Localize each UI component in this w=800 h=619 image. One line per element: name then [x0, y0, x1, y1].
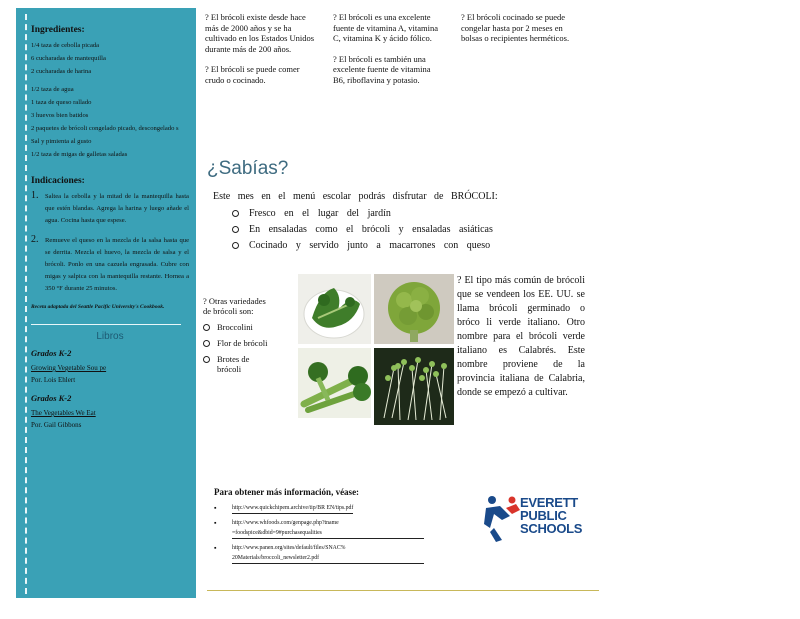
- facts-column-2: [333, 12, 439, 95]
- resource-link-item: [214, 543, 424, 564]
- facts-column-1: [205, 12, 317, 95]
- book-entry: [31, 392, 189, 431]
- menu-item-text: En ensaladas como el brócoli y ensaladas asiáticas: [249, 224, 493, 235]
- circle-bullet-icon: [232, 226, 239, 233]
- ingredient-item: 2 paquetes de brócoli congelado picado, descongelado s: [31, 125, 179, 132]
- step-text: Saltea la cebolla y la mitad de la mantequilla hasta que estén blandas. Agrega la harina y luego añade el agua. Cocina hasta que espese.: [45, 193, 189, 224]
- menu-item: [232, 224, 493, 235]
- ingredient-item: 6 cucharadas de mantequilla: [31, 55, 106, 62]
- logo-line: PUBLIC: [520, 508, 567, 523]
- sidebar-divider: [31, 324, 181, 325]
- variety-text: Brotes de brócoli: [217, 354, 250, 374]
- book-author: Por. Gail Gibbons: [31, 421, 82, 429]
- resource-link-item: [214, 518, 424, 539]
- books-heading: Libros: [96, 331, 124, 342]
- facts-column-3: [461, 12, 571, 54]
- ingredients-heading: Ingredientes:: [31, 25, 85, 35]
- runner-logo-icon: [482, 494, 522, 544]
- variety-text: Broccolini: [217, 322, 253, 332]
- logo-line: SCHOOLS: [520, 521, 583, 536]
- menu-item-text: Cocinado y servido junto a macarrones con queso: [249, 240, 491, 251]
- common-type-text: ? El tipo más común de brócoli que se vendeen los EE. UU. se llama brócoli germinado o bróco li verde italiano. Otro nombre para el brócoli verde italiano es Calabrés. Este nombre proviene de la provincia italiana de Calabria, donde se empezó a cultivar.: [457, 275, 585, 398]
- ingredients-list: [31, 40, 189, 161]
- more-info-section: [214, 487, 424, 568]
- ingredient-item: 1/4 taza de cebolla picada: [31, 42, 100, 49]
- logo-wordmark: [520, 496, 582, 535]
- step-number: 1.: [31, 190, 39, 201]
- resource-link-item: [214, 503, 424, 514]
- circle-bullet-icon: [203, 356, 210, 363]
- footer-rule: [207, 590, 599, 591]
- sidebar-content: [25, 14, 189, 594]
- fact-item: ? El brócoli es una excelente fuente de vitamina A, vitamina C, vitamina K y ácido fólico.: [333, 12, 439, 43]
- book-title: Growing Vegetable Sou pe: [31, 364, 107, 372]
- fact-item: ? El brócoli se puede comer crudo o cocinado.: [205, 64, 300, 85]
- everett-public-schools-logo: [482, 494, 594, 544]
- broccoli-spears-photo: [298, 348, 371, 418]
- fact-item: ? El brócoli existe desde hace más de 2000 años y se ha cultivado en los Estados Unidos durante más de 200 años.: [205, 12, 315, 54]
- resource-links: [214, 503, 424, 564]
- circle-bullet-icon: [203, 324, 210, 331]
- ingredient-item: 3 huevos bien batidos: [31, 112, 89, 119]
- circle-bullet-icon: [203, 340, 210, 347]
- resource-link[interactable]: http://www.panen.org/sites/default/files/SNAC% 20Materials/broccoli_newsletter2.pdf: [232, 543, 424, 564]
- step-number: 2.: [31, 234, 39, 245]
- instruction-step: [31, 191, 189, 227]
- menu-item: [232, 240, 493, 251]
- step-text: Remueve el queso en la mezcla de la salsa hasta que se derrita. Mezcla el huevo, la mezcla de salsa y el brócoli. Ponlo en una cazuela engrasada. Cubre con migas y salpica con la mantequilla restante. Hornea a 350 °F durante 25 minutos.: [45, 237, 189, 292]
- more-info-title: Para obtener más información, véase:: [214, 487, 360, 497]
- varieties-block: [203, 296, 275, 380]
- menu-intro: Este mes en el menú escolar podrás disfrutar de BRÓCOLI:: [213, 191, 498, 202]
- menu-item: [232, 208, 493, 219]
- broccolini-photo: [298, 274, 371, 344]
- book-grade: Grados K-2: [31, 393, 72, 403]
- variety-item: [203, 338, 275, 348]
- book-author: Por. Lois Ehlert: [31, 376, 76, 384]
- instruction-step: [31, 235, 189, 295]
- varieties-heading: ? Otras variedades de brócoli son:: [203, 296, 266, 316]
- broccoflower-photo: [374, 274, 454, 344]
- bullet-icon: ▪: [214, 544, 217, 552]
- menu-list: [232, 208, 493, 256]
- ingredient-item: 1/2 taza de migas de galletas saladas: [31, 151, 128, 158]
- variety-item: [203, 322, 275, 332]
- broccoli-sprouts-photo: [374, 348, 454, 425]
- recipe-sidebar: [16, 8, 196, 598]
- resource-link[interactable]: http://www.quickchipem.archive/tip/BR EN/tips.pdf: [232, 503, 353, 514]
- bullet-icon: ▪: [214, 504, 217, 512]
- circle-bullet-icon: [232, 242, 239, 249]
- sabias-title: ¿Sabías?: [207, 158, 289, 179]
- recipe-credit: Receta adaptada del Seattle Pacific University's Cookbook.: [31, 304, 165, 310]
- ingredient-item: Sal y pimienta al gusto: [31, 138, 92, 145]
- ingredient-item: 1/2 taza de agua: [31, 86, 74, 93]
- fact-item: ? El brócoli cocinado se puede congelar hasta por 2 meses en bolsas o recipientes herméticos.: [461, 12, 570, 43]
- circle-bullet-icon: [232, 210, 239, 217]
- variety-item: [203, 354, 275, 374]
- variety-text: Flor de brócoli: [217, 338, 268, 348]
- menu-item-text: Fresco en el lugar del jardín: [249, 208, 391, 219]
- book-title: The Vegetables We Eat: [31, 409, 96, 417]
- book-entry: [31, 347, 189, 386]
- bullet-icon: ▪: [214, 519, 217, 527]
- varieties-list: [203, 322, 275, 374]
- instructions-heading: Indicaciones:: [31, 176, 85, 186]
- book-grade: Grados K-2: [31, 348, 72, 358]
- logo-line: EVERETT: [520, 495, 578, 510]
- fact-item: ? El brócoli es también una excelente fuente de vitamina B6, riboflavina y potasio.: [333, 53, 431, 85]
- ingredient-item: 1 taza de queso rallado: [31, 99, 92, 106]
- ingredient-item: 2 cucharadas de harina: [31, 68, 92, 75]
- resource-link[interactable]: http://www.whfoods.com/genpage.php?tname =foodspice&dbid=9#purchasequalities: [232, 518, 424, 539]
- instructions-list: [31, 191, 189, 295]
